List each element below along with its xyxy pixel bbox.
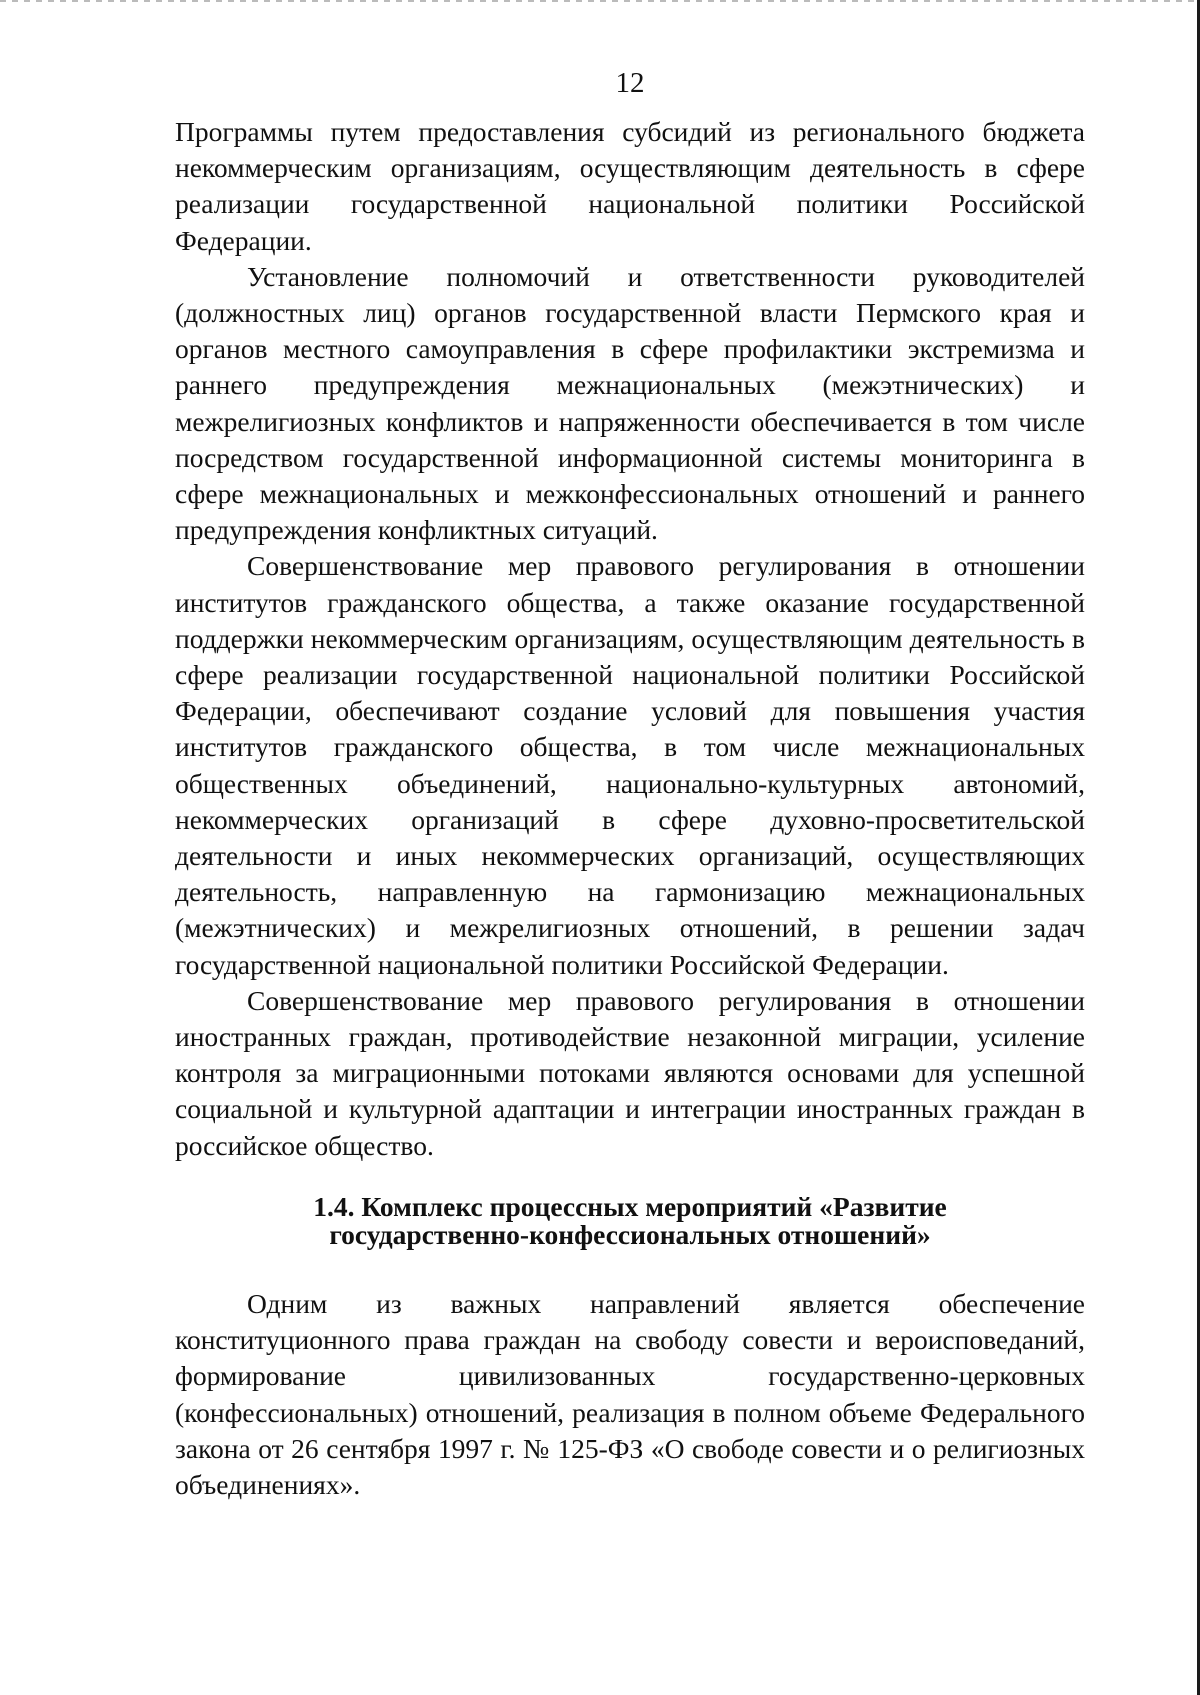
section-heading-line-2: государственно-конфессиональных отношений» [329,1219,931,1250]
paragraph-migration: Совершенствование мер правового регулирования в отношении иностранных граждан, противодействие незаконной миграции, усиление контроля за миграционными потоками являются основами для успешной социальной и культурной адаптации и интеграции иностранных граждан в российское общество. [175,984,1085,1161]
section-heading-line-1: 1.4. Комплекс процессных мероприятий «Развитие [313,1191,947,1222]
paragraph-religious-freedom: Одним из важных направлений является обеспечение конституционного права граждан на свободу совести и вероисповеданий, формирование цивилизованных государственно-церковных (конфессиональных) отношений, реализация в полном объеме Федерального закона от 26 сентября 1997 г. № 125-ФЗ «О свободе совести и о религиозных объединениях». [175,1288,1085,1501]
section-heading [175,1193,1085,1249]
section-body [175,1286,1085,1503]
paragraph-civil-society: Совершенствование мер правового регулирования в отношении институтов гражданского общества, а также оказание государственной поддержки некоммерческим организациям, осуществляющим деятельность в сфере реализации государственной национальной политики Российской Федерации, обеспечивают создание условий для повышения участия институтов гражданского общества, в том числе межнациональных общественных объединений, национально-культурных автономий, некоммерческих организаций в сфере духовно-просветительской деятельности и иных некоммерческих организаций, осуществляющих деятельность, направленную на гармонизацию межнациональных (межэтнических) и межрелигиозных отношений, в решении задач государственной национальной политики Российской Федерации. [175,550,1085,980]
paragraph-authority: Установление полномочий и ответственности руководителей (должностных лиц) органов государственной власти Пермского края и органов местного самоуправления в сфере профилактики экстремизма и раннего предупреждения межнациональных (межэтнических) и межрелигиозных конфликтов и напряженности обеспечивается в том числе посредством государственной информационной системы мониторинга в сфере межнациональных и межконфессиональных отношений и раннего предупреждения конфликтных ситуаций. [175,260,1085,546]
page-number: 12 [615,67,645,99]
scan-top-edge [0,0,1200,2]
body-text [175,114,1085,1164]
paragraph-continuation: Программы путем предоставления субсидий из регионального бюджета некоммерческим организациям, осуществляющим деятельность в сфере реализации государственной национальной политики Российской Федерации. [175,116,1085,256]
